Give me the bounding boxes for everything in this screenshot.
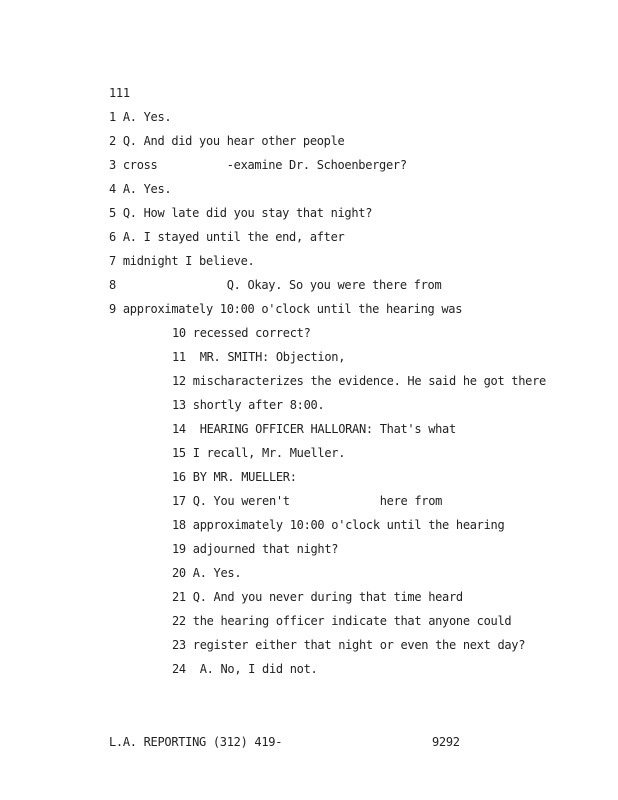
transcript-line-6: 6 A. I stayed until the end, after <box>109 230 345 244</box>
transcript-line-4: 4 A. Yes. <box>109 182 172 196</box>
transcript-line-19: 19 adjourned that night? <box>172 542 339 556</box>
transcript-line-1: 1 A. Yes. <box>109 110 172 124</box>
transcript-line-3: 3 cross -examine Dr. Schoenberger? <box>109 158 407 172</box>
transcript-line-14: 14 HEARING OFFICER HALLORAN: That's what <box>172 422 456 436</box>
transcript-line-16: 16 BY MR. MUELLER: <box>172 470 297 484</box>
transcript-line-9: 9 approximately 10:00 o'clock until the hearing was <box>109 302 463 316</box>
transcript-line-20: 20 A. Yes. <box>172 566 242 580</box>
transcript-line-12: 12 mischaracterizes the evidence. He said he got there <box>172 374 546 388</box>
footer-reporting-left: L.A. REPORTING (312) 419- <box>109 735 283 749</box>
transcript-line-7: 7 midnight I believe. <box>109 254 255 268</box>
transcript-line-5: 5 Q. How late did you stay that night? <box>109 206 373 220</box>
transcript-line-22: 22 the hearing officer indicate that anyone could <box>172 614 512 628</box>
transcript-line-15: 15 I recall, Mr. Mueller. <box>172 446 346 460</box>
transcript-line-8: 8 Q. Okay. So you were there from <box>109 278 442 292</box>
transcript-line-11: 11 MR. SMITH: Objection, <box>172 350 346 364</box>
transcript-line-13: 13 shortly after 8:00. <box>172 398 325 412</box>
transcript-line-10: 10 recessed correct? <box>172 326 311 340</box>
transcript-line-23: 23 register either that night or even the next day? <box>172 638 526 652</box>
transcript-line-24: 24 A. No, I did not. <box>172 662 318 676</box>
transcript-line-17: 17 Q. You weren't here from <box>172 494 443 508</box>
transcript-line-18: 18 approximately 10:00 o'clock until the hearing <box>172 518 505 532</box>
footer-reporting-right: 9292 <box>432 735 460 749</box>
transcript-line-21: 21 Q. And you never during that time heard <box>172 590 463 604</box>
page-number: 111 <box>109 86 130 100</box>
transcript-line-2: 2 Q. And did you hear other people <box>109 134 345 148</box>
